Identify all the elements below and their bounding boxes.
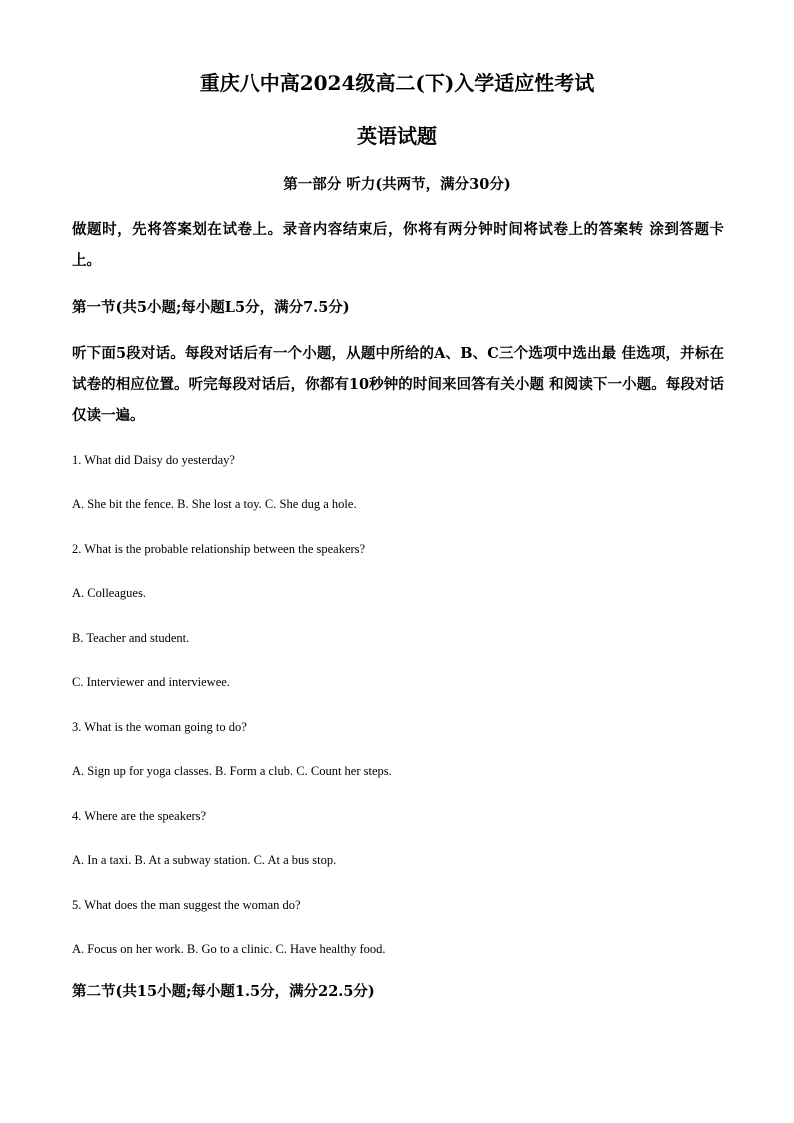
section-one-heading: 第一节(共5小题;每小题L5分，满分7.5分)	[72, 299, 350, 316]
question-1-options: A. She bit the fence. B. She lost a toy. C. She dug a hole.	[72, 497, 357, 511]
question-2-option-c: C. Interviewer and interviewee.	[72, 675, 230, 689]
exam-title: 重庆八中高2024级高二(下)入学适应性考试	[199, 71, 595, 95]
question-4-options: A. In a taxi. B. At a subway station. C. At a bus stop.	[72, 853, 337, 867]
question-2-option-b: B. Teacher and student.	[72, 631, 190, 645]
part-one-heading: 第一部分 听力(共两节，满分30分)	[283, 176, 511, 193]
question-3-stem: 3. What is the woman going to do?	[72, 720, 247, 734]
subject-title: 英语试题	[357, 124, 437, 148]
question-5-stem: 5. What does the man suggest the woman do?	[72, 898, 301, 912]
section-two-heading: 第二节(共15小题;每小题1.5分，满分22.5分)	[72, 983, 375, 1000]
question-5-options: A. Focus on her work. B. Go to a clinic. C. Have healthy food.	[72, 942, 386, 956]
question-1-stem: 1. What did Daisy do yesterday?	[72, 453, 235, 467]
question-3-options: A. Sign up for yoga classes. B. Form a club. C. Count her steps.	[72, 764, 392, 778]
question-4-stem: 4. Where are the speakers?	[72, 809, 207, 823]
general-instructions: 做题时，先将答案划在试卷上。录音内容结束后，你将有两分钟时间将试卷上的答案转 涂到答题卡上。	[72, 221, 724, 269]
question-2-option-a: A. Colleagues.	[72, 586, 146, 600]
question-2-stem: 2. What is the probable relationship between the speakers?	[72, 542, 366, 556]
section-one-directions: 听下面5段对话。每段对话后有一个小题，从题中所给的A、B、C三个选项中选出最 佳选项，并标在试卷的相应位置。听完每段对话后，你都有10秒钟的时间来回答有关小题 和阅读下一小题。每段对话仅读一遍。	[72, 345, 724, 424]
